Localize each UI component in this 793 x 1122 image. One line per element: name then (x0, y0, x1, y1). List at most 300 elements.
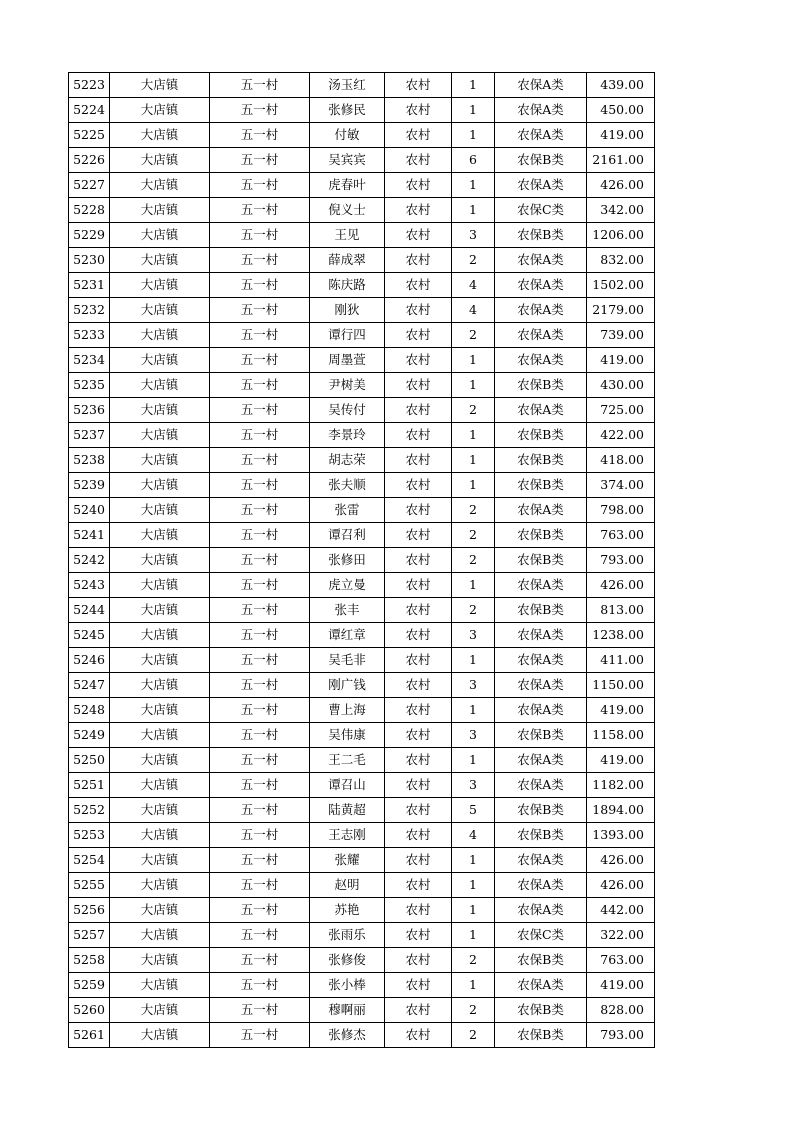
household-type-cell: 农村 (385, 698, 452, 723)
name-cell: 张夫顺 (310, 473, 385, 498)
amount-cell: 1182.00 (587, 773, 655, 798)
amount-cell: 798.00 (587, 498, 655, 523)
serial-number-cell: 5238 (69, 448, 110, 473)
amount-cell: 419.00 (587, 698, 655, 723)
table-row (69, 173, 655, 198)
town-cell: 大店镇 (110, 248, 210, 273)
person-count-cell: 1 (452, 348, 495, 373)
name-cell: 虎立曼 (310, 573, 385, 598)
town-cell: 大店镇 (110, 998, 210, 1023)
town-cell: 大店镇 (110, 373, 210, 398)
person-count-cell: 3 (452, 723, 495, 748)
category-cell: 农保B类 (495, 373, 587, 398)
table-row (69, 273, 655, 298)
serial-number-cell: 5261 (69, 1023, 110, 1048)
town-cell: 大店镇 (110, 173, 210, 198)
amount-cell: 442.00 (587, 898, 655, 923)
village-cell: 五一村 (210, 573, 310, 598)
serial-number-cell: 5255 (69, 873, 110, 898)
category-cell: 农保A类 (495, 623, 587, 648)
town-cell: 大店镇 (110, 423, 210, 448)
name-cell: 张耀 (310, 848, 385, 873)
serial-number-cell: 5230 (69, 248, 110, 273)
table-row (69, 523, 655, 548)
category-cell: 农保B类 (495, 548, 587, 573)
serial-number-cell: 5259 (69, 973, 110, 998)
category-cell: 农保B类 (495, 423, 587, 448)
amount-cell: 1158.00 (587, 723, 655, 748)
village-cell: 五一村 (210, 998, 310, 1023)
category-cell: 农保B类 (495, 1023, 587, 1048)
village-cell: 五一村 (210, 248, 310, 273)
name-cell: 赵明 (310, 873, 385, 898)
household-type-cell: 农村 (385, 648, 452, 673)
town-cell: 大店镇 (110, 873, 210, 898)
name-cell: 谭行四 (310, 323, 385, 348)
table-row (69, 98, 655, 123)
serial-number-cell: 5237 (69, 423, 110, 448)
roster-body (69, 73, 655, 1048)
town-cell: 大店镇 (110, 598, 210, 623)
name-cell: 薛成翠 (310, 248, 385, 273)
person-count-cell: 1 (452, 748, 495, 773)
category-cell: 农保A类 (495, 248, 587, 273)
household-type-cell: 农村 (385, 173, 452, 198)
amount-cell: 430.00 (587, 373, 655, 398)
serial-number-cell: 5231 (69, 273, 110, 298)
name-cell: 虎春叶 (310, 173, 385, 198)
category-cell: 农保B类 (495, 448, 587, 473)
household-type-cell: 农村 (385, 598, 452, 623)
amount-cell: 426.00 (587, 573, 655, 598)
household-type-cell: 农村 (385, 73, 452, 98)
village-cell: 五一村 (210, 323, 310, 348)
category-cell: 农保A类 (495, 498, 587, 523)
amount-cell: 411.00 (587, 648, 655, 673)
table-row (69, 423, 655, 448)
village-cell: 五一村 (210, 73, 310, 98)
name-cell: 尹树美 (310, 373, 385, 398)
amount-cell: 322.00 (587, 923, 655, 948)
amount-cell: 2161.00 (587, 148, 655, 173)
household-type-cell: 农村 (385, 873, 452, 898)
table-row (69, 748, 655, 773)
serial-number-cell: 5245 (69, 623, 110, 648)
category-cell: 农保C类 (495, 198, 587, 223)
category-cell: 农保A类 (495, 898, 587, 923)
household-type-cell: 农村 (385, 148, 452, 173)
household-type-cell: 农村 (385, 798, 452, 823)
village-cell: 五一村 (210, 523, 310, 548)
amount-cell: 426.00 (587, 873, 655, 898)
village-cell: 五一村 (210, 923, 310, 948)
town-cell: 大店镇 (110, 473, 210, 498)
amount-cell: 419.00 (587, 973, 655, 998)
village-cell: 五一村 (210, 898, 310, 923)
person-count-cell: 2 (452, 398, 495, 423)
category-cell: 农保B类 (495, 148, 587, 173)
person-count-cell: 5 (452, 798, 495, 823)
name-cell: 汤玉红 (310, 73, 385, 98)
table-row (69, 948, 655, 973)
category-cell: 农保B类 (495, 948, 587, 973)
amount-cell: 1393.00 (587, 823, 655, 848)
serial-number-cell: 5260 (69, 998, 110, 1023)
serial-number-cell: 5225 (69, 123, 110, 148)
amount-cell: 426.00 (587, 173, 655, 198)
name-cell: 张修田 (310, 548, 385, 573)
village-cell: 五一村 (210, 1023, 310, 1048)
table-row (69, 623, 655, 648)
town-cell: 大店镇 (110, 948, 210, 973)
amount-cell: 342.00 (587, 198, 655, 223)
household-type-cell: 农村 (385, 923, 452, 948)
amount-cell: 419.00 (587, 348, 655, 373)
table-row (69, 698, 655, 723)
serial-number-cell: 5248 (69, 698, 110, 723)
category-cell: 农保B类 (495, 723, 587, 748)
category-cell: 农保A类 (495, 98, 587, 123)
amount-cell: 1238.00 (587, 623, 655, 648)
town-cell: 大店镇 (110, 573, 210, 598)
table-row (69, 573, 655, 598)
household-type-cell: 农村 (385, 948, 452, 973)
town-cell: 大店镇 (110, 273, 210, 298)
village-cell: 五一村 (210, 398, 310, 423)
household-type-cell: 农村 (385, 548, 452, 573)
table-row (69, 823, 655, 848)
village-cell: 五一村 (210, 623, 310, 648)
serial-number-cell: 5243 (69, 573, 110, 598)
category-cell: 农保A类 (495, 123, 587, 148)
name-cell: 张修俊 (310, 948, 385, 973)
name-cell: 吴传付 (310, 398, 385, 423)
serial-number-cell: 5224 (69, 98, 110, 123)
person-count-cell: 2 (452, 998, 495, 1023)
village-cell: 五一村 (210, 123, 310, 148)
table-row (69, 198, 655, 223)
household-type-cell: 农村 (385, 1023, 452, 1048)
person-count-cell: 3 (452, 773, 495, 798)
household-type-cell: 农村 (385, 398, 452, 423)
category-cell: 农保A类 (495, 298, 587, 323)
table-row (69, 373, 655, 398)
household-type-cell: 农村 (385, 348, 452, 373)
category-cell: 农保B类 (495, 998, 587, 1023)
amount-cell: 739.00 (587, 323, 655, 348)
town-cell: 大店镇 (110, 648, 210, 673)
person-count-cell: 1 (452, 123, 495, 148)
village-cell: 五一村 (210, 673, 310, 698)
table-row (69, 798, 655, 823)
amount-cell: 793.00 (587, 548, 655, 573)
table-row (69, 348, 655, 373)
table-row (69, 548, 655, 573)
household-type-cell: 农村 (385, 198, 452, 223)
person-count-cell: 1 (452, 423, 495, 448)
name-cell: 谭召山 (310, 773, 385, 798)
name-cell: 张修杰 (310, 1023, 385, 1048)
household-type-cell: 农村 (385, 748, 452, 773)
household-type-cell: 农村 (385, 223, 452, 248)
person-count-cell: 2 (452, 948, 495, 973)
name-cell: 张修民 (310, 98, 385, 123)
person-count-cell: 1 (452, 448, 495, 473)
person-count-cell: 4 (452, 823, 495, 848)
amount-cell: 374.00 (587, 473, 655, 498)
category-cell: 农保C类 (495, 923, 587, 948)
household-type-cell: 农村 (385, 898, 452, 923)
person-count-cell: 2 (452, 598, 495, 623)
town-cell: 大店镇 (110, 698, 210, 723)
person-count-cell: 1 (452, 898, 495, 923)
table-row (69, 123, 655, 148)
name-cell: 苏艳 (310, 898, 385, 923)
name-cell: 谭红章 (310, 623, 385, 648)
name-cell: 张雨乐 (310, 923, 385, 948)
village-cell: 五一村 (210, 98, 310, 123)
serial-number-cell: 5223 (69, 73, 110, 98)
town-cell: 大店镇 (110, 398, 210, 423)
town-cell: 大店镇 (110, 723, 210, 748)
table-row (69, 498, 655, 523)
category-cell: 农保A类 (495, 323, 587, 348)
household-type-cell: 农村 (385, 248, 452, 273)
village-cell: 五一村 (210, 423, 310, 448)
amount-cell: 439.00 (587, 73, 655, 98)
category-cell: 农保A类 (495, 348, 587, 373)
category-cell: 农保B类 (495, 823, 587, 848)
name-cell: 刚广钱 (310, 673, 385, 698)
amount-cell: 1502.00 (587, 273, 655, 298)
amount-cell: 725.00 (587, 398, 655, 423)
village-cell: 五一村 (210, 548, 310, 573)
serial-number-cell: 5252 (69, 798, 110, 823)
village-cell: 五一村 (210, 823, 310, 848)
village-cell: 五一村 (210, 648, 310, 673)
table-row (69, 648, 655, 673)
serial-number-cell: 5242 (69, 548, 110, 573)
household-type-cell: 农村 (385, 448, 452, 473)
village-cell: 五一村 (210, 198, 310, 223)
person-count-cell: 1 (452, 973, 495, 998)
amount-cell: 419.00 (587, 748, 655, 773)
town-cell: 大店镇 (110, 898, 210, 923)
category-cell: 农保A类 (495, 698, 587, 723)
village-cell: 五一村 (210, 773, 310, 798)
town-cell: 大店镇 (110, 148, 210, 173)
person-count-cell: 1 (452, 173, 495, 198)
name-cell: 吴宾宾 (310, 148, 385, 173)
person-count-cell: 2 (452, 323, 495, 348)
category-cell: 农保A类 (495, 73, 587, 98)
person-count-cell: 1 (452, 473, 495, 498)
serial-number-cell: 5240 (69, 498, 110, 523)
amount-cell: 1894.00 (587, 798, 655, 823)
table-row (69, 923, 655, 948)
village-cell: 五一村 (210, 273, 310, 298)
village-cell: 五一村 (210, 798, 310, 823)
category-cell: 农保A类 (495, 573, 587, 598)
category-cell: 农保A类 (495, 273, 587, 298)
village-cell: 五一村 (210, 948, 310, 973)
serial-number-cell: 5257 (69, 923, 110, 948)
household-type-cell: 农村 (385, 373, 452, 398)
serial-number-cell: 5244 (69, 598, 110, 623)
table-row (69, 223, 655, 248)
name-cell: 王二毛 (310, 748, 385, 773)
serial-number-cell: 5254 (69, 848, 110, 873)
person-count-cell: 1 (452, 573, 495, 598)
person-count-cell: 2 (452, 248, 495, 273)
person-count-cell: 3 (452, 673, 495, 698)
name-cell: 胡志荣 (310, 448, 385, 473)
town-cell: 大店镇 (110, 673, 210, 698)
serial-number-cell: 5256 (69, 898, 110, 923)
table-row (69, 448, 655, 473)
village-cell: 五一村 (210, 973, 310, 998)
town-cell: 大店镇 (110, 498, 210, 523)
household-type-cell: 农村 (385, 673, 452, 698)
town-cell: 大店镇 (110, 523, 210, 548)
table-row (69, 898, 655, 923)
household-type-cell: 农村 (385, 623, 452, 648)
household-type-cell: 农村 (385, 723, 452, 748)
household-type-cell: 农村 (385, 123, 452, 148)
serial-number-cell: 5234 (69, 348, 110, 373)
serial-number-cell: 5228 (69, 198, 110, 223)
town-cell: 大店镇 (110, 223, 210, 248)
serial-number-cell: 5246 (69, 648, 110, 673)
person-count-cell: 1 (452, 923, 495, 948)
person-count-cell: 2 (452, 548, 495, 573)
name-cell: 王志刚 (310, 823, 385, 848)
amount-cell: 426.00 (587, 848, 655, 873)
amount-cell: 813.00 (587, 598, 655, 623)
table-row (69, 73, 655, 98)
person-count-cell: 4 (452, 298, 495, 323)
category-cell: 农保B类 (495, 523, 587, 548)
household-type-cell: 农村 (385, 273, 452, 298)
category-cell: 农保B类 (495, 798, 587, 823)
table-row (69, 848, 655, 873)
serial-number-cell: 5226 (69, 148, 110, 173)
category-cell: 农保A类 (495, 648, 587, 673)
name-cell: 穆啊丽 (310, 998, 385, 1023)
person-count-cell: 2 (452, 1023, 495, 1048)
village-cell: 五一村 (210, 848, 310, 873)
table-row (69, 773, 655, 798)
amount-cell: 450.00 (587, 98, 655, 123)
table-row (69, 673, 655, 698)
person-count-cell: 1 (452, 873, 495, 898)
person-count-cell: 1 (452, 98, 495, 123)
amount-cell: 422.00 (587, 423, 655, 448)
person-count-cell: 1 (452, 698, 495, 723)
town-cell: 大店镇 (110, 298, 210, 323)
table-row (69, 298, 655, 323)
town-cell: 大店镇 (110, 823, 210, 848)
household-type-cell: 农村 (385, 98, 452, 123)
person-count-cell: 2 (452, 523, 495, 548)
town-cell: 大店镇 (110, 848, 210, 873)
name-cell: 陈庆路 (310, 273, 385, 298)
category-cell: 农保B类 (495, 223, 587, 248)
town-cell: 大店镇 (110, 1023, 210, 1048)
category-cell: 农保B类 (495, 598, 587, 623)
amount-cell: 763.00 (587, 948, 655, 973)
name-cell: 张丰 (310, 598, 385, 623)
household-type-cell: 农村 (385, 998, 452, 1023)
town-cell: 大店镇 (110, 923, 210, 948)
category-cell: 农保A类 (495, 973, 587, 998)
amount-cell: 793.00 (587, 1023, 655, 1048)
person-count-cell: 1 (452, 848, 495, 873)
person-count-cell: 1 (452, 198, 495, 223)
household-type-cell: 农村 (385, 473, 452, 498)
name-cell: 张小棒 (310, 973, 385, 998)
name-cell: 曹上海 (310, 698, 385, 723)
serial-number-cell: 5236 (69, 398, 110, 423)
table-row (69, 723, 655, 748)
town-cell: 大店镇 (110, 323, 210, 348)
serial-number-cell: 5247 (69, 673, 110, 698)
village-cell: 五一村 (210, 348, 310, 373)
amount-cell: 828.00 (587, 998, 655, 1023)
category-cell: 农保B类 (495, 473, 587, 498)
amount-cell: 1206.00 (587, 223, 655, 248)
name-cell: 谭召利 (310, 523, 385, 548)
table-row (69, 323, 655, 348)
table-row (69, 973, 655, 998)
town-cell: 大店镇 (110, 73, 210, 98)
household-type-cell: 农村 (385, 298, 452, 323)
village-cell: 五一村 (210, 223, 310, 248)
household-type-cell: 农村 (385, 823, 452, 848)
table-row (69, 873, 655, 898)
serial-number-cell: 5249 (69, 723, 110, 748)
name-cell: 吴伟康 (310, 723, 385, 748)
table-row (69, 398, 655, 423)
serial-number-cell: 5241 (69, 523, 110, 548)
serial-number-cell: 5233 (69, 323, 110, 348)
person-count-cell: 1 (452, 373, 495, 398)
table-row (69, 473, 655, 498)
category-cell: 农保A类 (495, 748, 587, 773)
person-count-cell: 2 (452, 498, 495, 523)
village-cell: 五一村 (210, 298, 310, 323)
person-count-cell: 1 (452, 648, 495, 673)
category-cell: 农保A类 (495, 848, 587, 873)
household-type-cell: 农村 (385, 573, 452, 598)
village-cell: 五一村 (210, 598, 310, 623)
town-cell: 大店镇 (110, 798, 210, 823)
serial-number-cell: 5258 (69, 948, 110, 973)
town-cell: 大店镇 (110, 973, 210, 998)
table-row (69, 1023, 655, 1048)
town-cell: 大店镇 (110, 748, 210, 773)
serial-number-cell: 5232 (69, 298, 110, 323)
town-cell: 大店镇 (110, 98, 210, 123)
amount-cell: 1150.00 (587, 673, 655, 698)
person-count-cell: 1 (452, 73, 495, 98)
amount-cell: 763.00 (587, 523, 655, 548)
name-cell: 吴毛非 (310, 648, 385, 673)
amount-cell: 2179.00 (587, 298, 655, 323)
household-type-cell: 农村 (385, 848, 452, 873)
town-cell: 大店镇 (110, 123, 210, 148)
village-cell: 五一村 (210, 473, 310, 498)
